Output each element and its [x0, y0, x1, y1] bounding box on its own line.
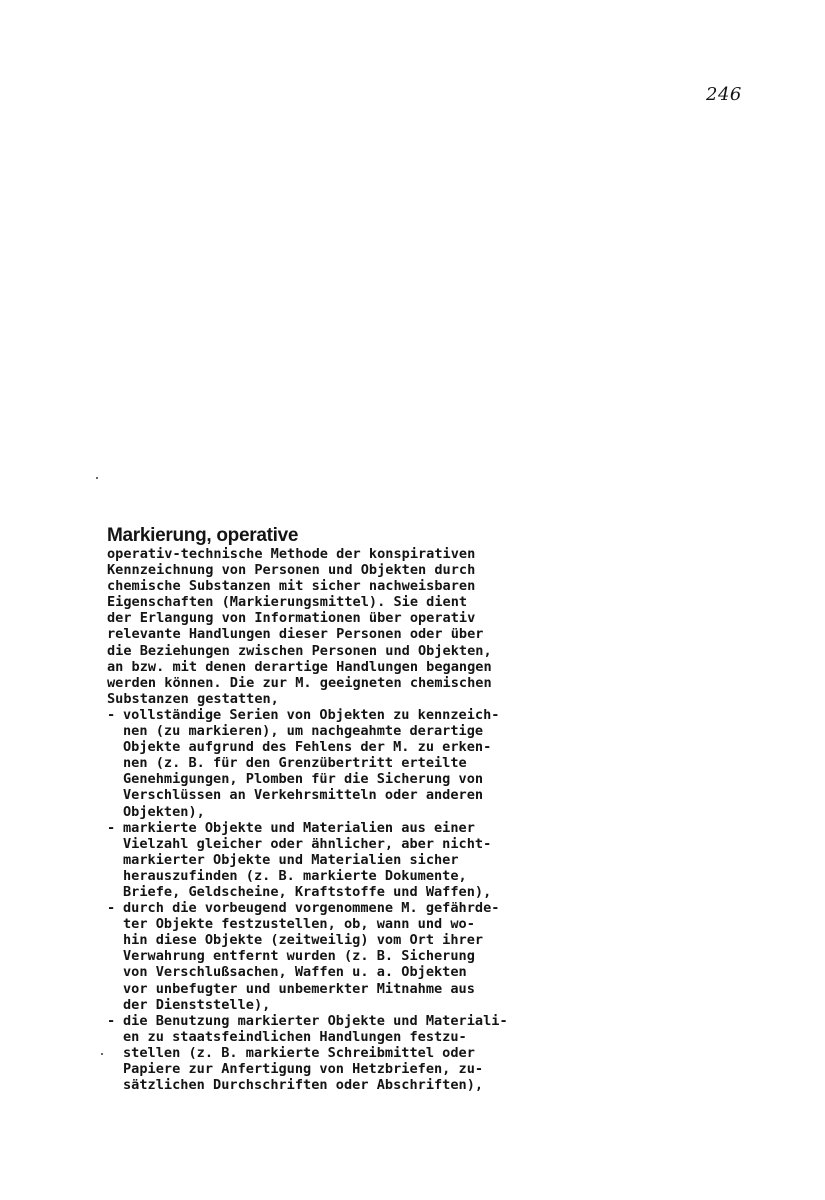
dictionary-entry: [107, 525, 607, 1093]
line-text: Verwahrung entfernt wurden (z. B. Sicherung: [123, 948, 475, 965]
line-text: die Benutzung markierter Objekte und Materiali-: [123, 1012, 508, 1029]
line-text: Eigenschaften (Markierungsmittel). Sie dient: [107, 594, 468, 611]
list-dash: -: [107, 706, 116, 723]
text-line: [107, 964, 607, 980]
line-text: von Verschlußsachen, Waffen u. a. Objekten: [123, 964, 467, 981]
text-line: [107, 1029, 607, 1045]
text-line: [107, 1013, 607, 1029]
line-text: nen (zu markieren), um nachgeahmte derartige: [123, 723, 484, 740]
line-text: Genehmigungen, Plomben für die Sicherung von: [123, 771, 484, 788]
line-text: chemische Substanzen mit sicher nachweisbaren: [107, 578, 476, 595]
text-line: [107, 594, 607, 610]
text-line: [107, 820, 607, 836]
line-text: ter Objekte festzustellen, ob, wann und wo-: [123, 916, 475, 933]
text-line: [107, 723, 607, 739]
text-line: [107, 562, 607, 578]
text-line: [107, 868, 607, 884]
line-text: relevante Handlungen dieser Personen oder über: [107, 626, 484, 643]
text-line: [107, 804, 607, 820]
line-text: markierter Objekte und Materialien sicher: [123, 851, 459, 868]
text-line: [107, 997, 607, 1013]
text-line: [107, 626, 607, 642]
text-line: [107, 755, 607, 771]
line-text: die Beziehungen zwischen Personen und Objekten,: [107, 642, 492, 659]
text-line: [107, 691, 607, 707]
text-line: [107, 1045, 607, 1061]
line-text: Objekten),: [123, 803, 205, 820]
text-line: [107, 675, 607, 691]
page-number: 246: [706, 84, 742, 105]
text-line: [107, 836, 607, 852]
line-text: Kennzeichnung von Personen und Objekten durch: [107, 562, 476, 579]
line-text: vollständige Serien von Objekten zu kennzeich-: [123, 706, 500, 723]
line-text: der Erlangung von Informationen über operativ: [107, 610, 476, 627]
text-line: [107, 643, 607, 659]
line-text: hin diese Objekte (zeitweilig) vom Ort ihrer: [123, 932, 484, 949]
entry-title: Markierung, operative: [107, 525, 299, 546]
text-line: [107, 948, 607, 964]
line-text: Briefe, Geldscheine, Kraftstoffe und Waffen),: [123, 883, 492, 900]
text-line: [107, 916, 607, 932]
text-line: [107, 852, 607, 868]
line-text: Vielzahl gleicher oder ähnlicher, aber nicht-: [123, 835, 492, 852]
line-text: werden können. Die zur M. geeigneten chemischen: [107, 674, 492, 691]
text-line: [107, 578, 607, 594]
list-dash: -: [107, 900, 116, 917]
line-text: markierte Objekte und Materialien aus einer: [123, 819, 475, 836]
line-text: stellen (z. B. markierte Schreibmittel oder: [123, 1044, 475, 1061]
text-line: [107, 546, 607, 562]
text-line: [107, 981, 607, 997]
text-line: [107, 787, 607, 803]
line-text: Verschlüssen an Verkehrsmitteln oder anderen: [123, 787, 484, 804]
entry-body: [107, 546, 607, 1093]
line-text: durch die vorbeugend vorgenommene M. gefährde-: [123, 900, 500, 917]
scan-speck: [101, 1053, 103, 1055]
text-line: [107, 771, 607, 787]
text-line: [107, 707, 607, 723]
line-text: Objekte aufgrund des Fehlens der M. zu erken-: [123, 739, 492, 756]
line-text: en zu staatsfeindlichen Handlungen festzu-: [123, 1028, 467, 1045]
text-line: [107, 900, 607, 916]
text-line: [107, 739, 607, 755]
text-line: [107, 1061, 607, 1077]
text-line: [107, 659, 607, 675]
line-text: herauszufinden (z. B. markierte Dokumente,: [123, 867, 467, 884]
text-line: [107, 1077, 607, 1093]
line-text: der Dienststelle),: [123, 996, 271, 1013]
line-text: vor unbefugter und unbemerkter Mitnahme aus: [123, 980, 475, 997]
text-line: [107, 884, 607, 900]
text-line: [107, 610, 607, 626]
line-text: nen (z. B. für den Grenzübertritt erteilte: [123, 755, 467, 772]
line-text: Papiere zur Anfertigung von Hetzbriefen, zu-: [123, 1061, 484, 1077]
scan-speck: [96, 477, 98, 479]
line-text: an bzw. mit denen derartige Handlungen begangen: [107, 658, 492, 675]
text-line: [107, 932, 607, 948]
line-text: Substanzen gestatten,: [107, 690, 279, 707]
line-text: sätzlichen Durchschriften oder Abschriften),: [123, 1077, 484, 1094]
line-text: operativ-technische Methode der konspirativen: [107, 546, 476, 562]
list-dash: -: [107, 1012, 116, 1029]
list-dash: -: [107, 819, 116, 836]
